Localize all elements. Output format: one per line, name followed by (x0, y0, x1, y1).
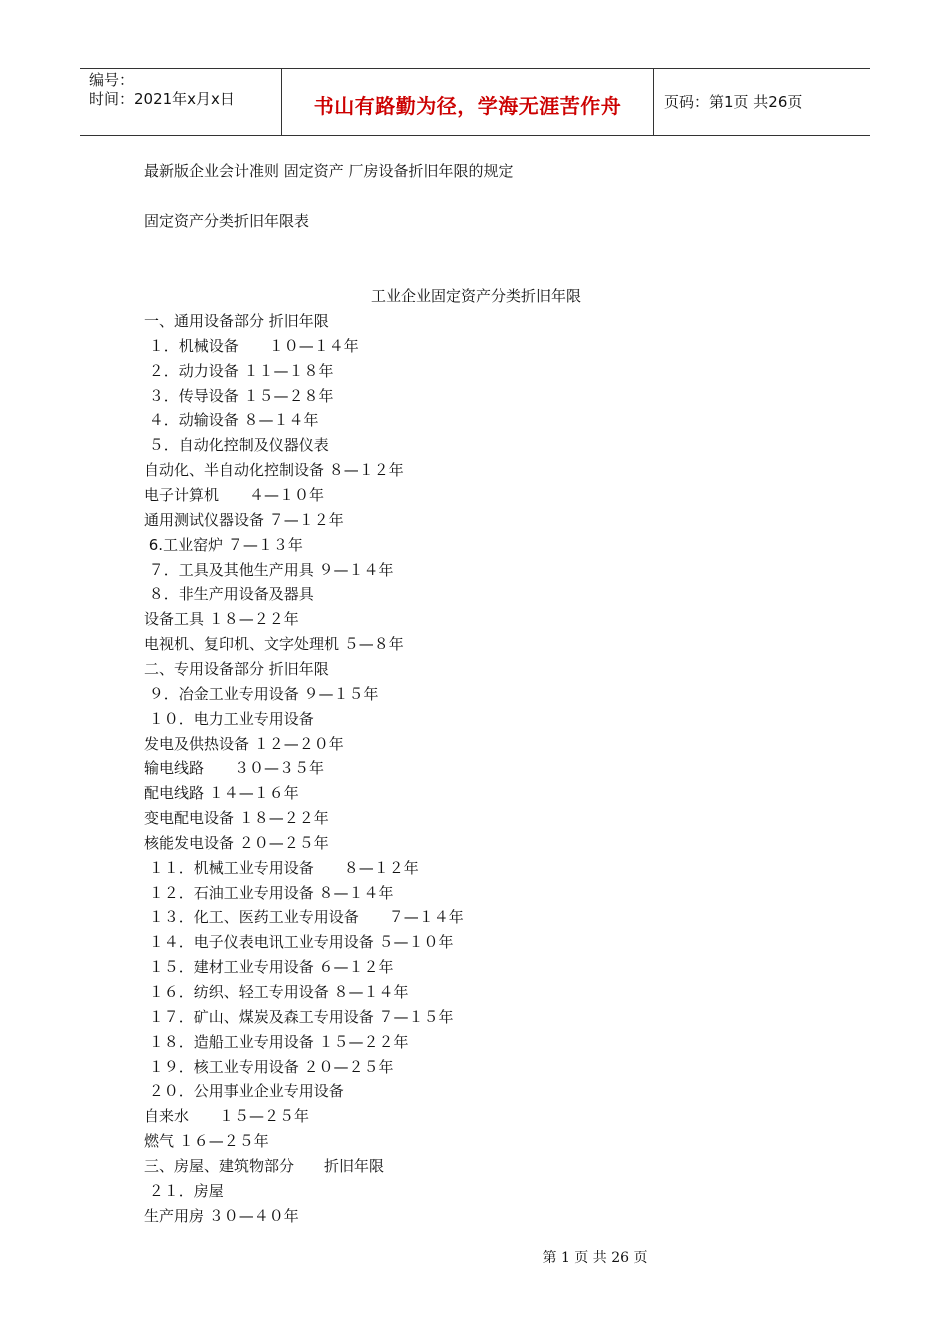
list-item: 三、房屋、建筑物部分 折旧年限 (144, 1156, 385, 1175)
list-item: 设备工具 １８—２２年 (144, 610, 299, 629)
list-item: 自动化、半自动化控制设备 ８—１２年 (144, 461, 404, 480)
document-number-label: 编号： (89, 71, 135, 89)
page-header (80, 68, 870, 136)
list-item: １４．电子仪表电讯工业专用设备 ５—１０年 (144, 933, 454, 952)
list-item: 配电线路 １４—１６年 (144, 784, 299, 803)
list-item: １５．建材工业专用设备 ６—１２年 (144, 958, 394, 977)
list-item: ４．动输设备 ８—１４年 (144, 411, 319, 430)
list-item: 电视机、复印机、文字处理机 ５—８年 (144, 635, 404, 653)
list-item: １７．矿山、煤炭及森工专用设备 ７—１５年 (144, 1007, 454, 1026)
header-motto: 书山有路勤为径，学海无涯苦作舟 (313, 93, 622, 118)
list-item: １１．机械工业专用设备 ８—１２年 (144, 858, 419, 877)
list-item: ９．冶金工业专用设备 ９—１５年 (144, 684, 379, 703)
page-footer (0, 1247, 950, 1267)
list-item: １０．电力工业专用设备 (144, 709, 314, 728)
list-item: 一、通用设备部分 折旧年限 (144, 312, 329, 330)
list-item: ２１．房屋 (144, 1181, 224, 1200)
list-item: ７．工具及其他生产用具 ９—１４年 (144, 560, 394, 579)
list-item: 自来水 １５—２５年 (144, 1107, 310, 1126)
header-page-info: 页码：第1页 共26页 (664, 93, 803, 111)
list-item: 变电配电设备 １８—２２年 (144, 809, 329, 827)
header-page-info-cell (654, 69, 870, 135)
list-item: １９．核工业专用设备 ２０—２５年 (144, 1057, 394, 1076)
list-item: ２．动力设备 １１—１８年 (144, 361, 334, 380)
list-item: 输电线路 ３０—３５年 (144, 759, 325, 778)
header-motto-cell (282, 69, 654, 135)
header-meta (80, 69, 282, 135)
document-title: 最新版企业会计准则 固定资产 厂房设备折旧年限的规定 (144, 162, 514, 180)
list-item: １３．化工、医药工业专用设备 ７—１４年 (144, 908, 464, 927)
table-title: 工业企业固定资产分类折旧年限 (371, 287, 582, 305)
list-item: 二、专用设备部分 折旧年限 (144, 659, 329, 678)
list-item: １２．石油工业专用设备 ８—１４年 (144, 883, 394, 902)
list-item: 生产用房 ３０—４０年 (144, 1206, 299, 1225)
list-item: 核能发电设备 ２０—２５年 (144, 833, 329, 852)
list-item: ５．自动化控制及仪器仪表 (144, 436, 329, 455)
footer-page-number: 第 1 页 共 26 页 (542, 1250, 648, 1266)
list-item: 燃气 １６—２５年 (144, 1132, 269, 1151)
list-item: 发电及供热设备 １２—２０年 (144, 734, 344, 753)
list-item: １６．纺织、轻工专用设备 ８—１４年 (144, 983, 409, 1001)
list-item: １８．造船工业专用设备 １５—２２年 (144, 1032, 409, 1051)
list-item: １．机械设备 １０—１４年 (144, 336, 359, 355)
document-date-label: 时间：2021年x月x日 (89, 90, 235, 108)
list-item: ２０．公用事业企业专用设备 (144, 1082, 344, 1101)
list-item: ３．传导设备 １５—２８年 (144, 386, 334, 405)
list-item: 电子计算机 ４—１０年 (144, 486, 325, 504)
list-item: ８．非生产用设备及器具 (144, 585, 314, 604)
list-item: 6.工业窑炉 ７—１３年 (144, 535, 303, 554)
list-item: 通用测试仪器设备 ７—１２年 (144, 510, 344, 529)
document-subtitle: 固定资产分类折旧年限表 (144, 212, 310, 230)
